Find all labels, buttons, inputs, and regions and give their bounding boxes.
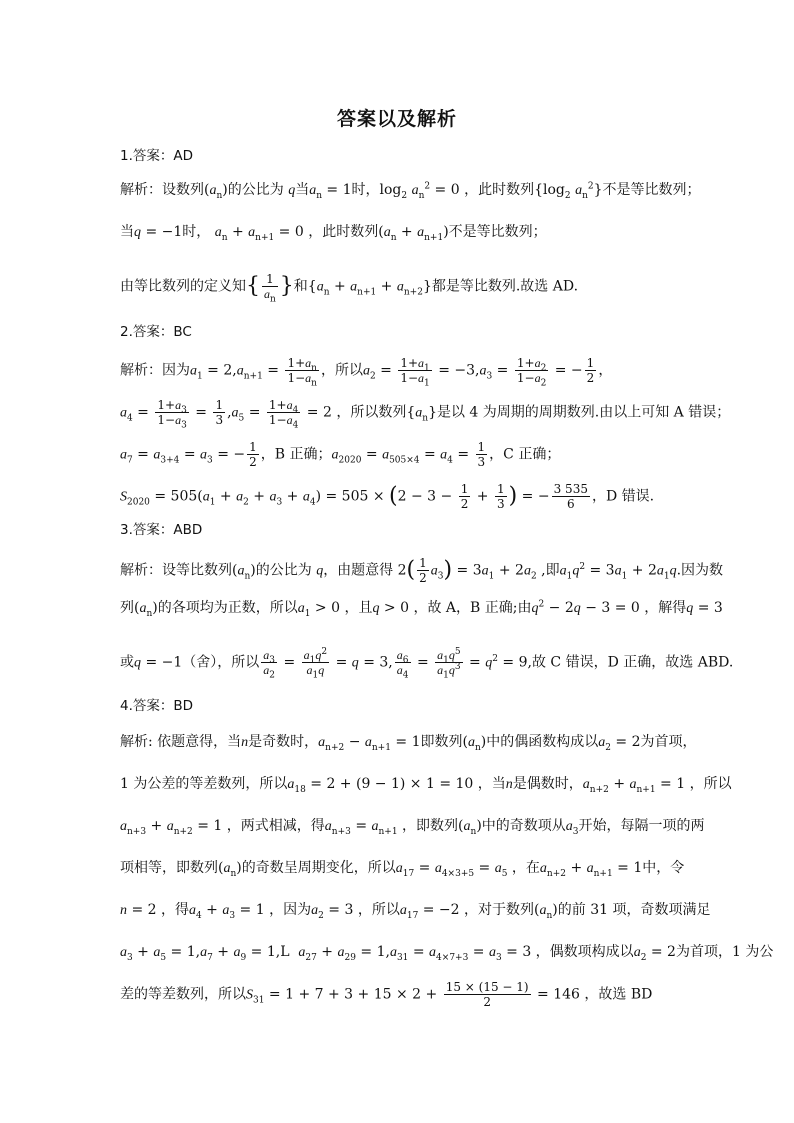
analysis-1-line-3: 由等比数列的定义知{ $\frac{1}{a_n}$ }和$\{a_n + a_{n+1} + a_{n+2}\}$都是等比数列.故选 AD.	[120, 272, 579, 305]
answer-2: 2.答案：BC	[120, 324, 192, 340]
answer-4: 4.答案：BD	[120, 698, 194, 714]
analysis-4-line-4: 项相等，即数列$(a_n)$的奇数呈周期变化，所以$a_{17} = a_{4\times 3+5} = a_5$ ，在$a_{n+2} + a_{n+1} = 1$中，令	[120, 860, 685, 879]
analysis-2-line-1: 解析：因为$a_1 = 2,a_{n+1}$ = $\frac{1+a_n}{1-a_n}$ ，所以$a_2$ = $\frac{1+a_1}{1-a_1}$ = $-3,a_3$ = $\frac{1+a_2}{1-a_2}$ = − $\frac{1}{2}$ ，	[120, 356, 613, 389]
analysis-1-line-2: 当q = −1时， $a_n + a_{n+1} = 0$ ，此时数列$(a_n + a_{n+1})$不是等比数列；	[120, 224, 547, 243]
analysis-2-line-3: $a_7 = a_{3+4} = a_3$ = − $\frac{1}{2}$ ，B 正确；$a_{2020} = a_{505\times 4} = a_4$ = $\frac{1}{3}$ ，C 正确；	[120, 440, 561, 469]
analysis-3-line-2: 列$(a_n)$的各项均为正数，所以$a_1 > 0$ ，且q > 0 ，故 A，B 正确;由$q^2 - 2q - 3 = 0$ ，解得q = 3	[120, 599, 723, 619]
analysis-1-line-1: 解析：设数列$(a_n)$的公比为 q当$a_n = 1$时，$\log_2 a_n^2 = 0$ ，此时数列{$\log_2$ $a_n^2$}不是等比数列；	[120, 181, 701, 201]
analysis-4-line-3: $a_{n+3} + a_{n+2} = 1$ ，两式相减，得$a_{n+3} = a_{n+1}$ ，即数列$(a_n)$中的奇数项从$a_3$开始，每隔一项的两	[120, 818, 705, 837]
analysis-3-line-3: 或q = −1（舍），所以 $\frac{a_3}{a_2}$ = $\frac{a_1q^2}{a_1q}$ = q = 3, $\frac{a_6}{a_4}$ = $\frac{a_1q^5}{a_1q^3}$ = $q^2 = 9$,故 C 错误，D 正确，故选 ABD.	[120, 647, 734, 681]
analysis-3-line-1: 解析：设等比数列$(a_n)$的公比为 q，由题意得 2( $\frac{1}{2}$ $a_3) = 3a_1 + 2a_2$ ,即$a_1q^2 = 3a_1 + 2a_1q$.因为数	[120, 556, 724, 585]
analysis-4-line-1: 解析: 依题意得，当n是奇数时，$a_{n+2} - a_{n+1} = 1$即数列$(a_n)$中的偶函数构成以$a_2 = 2$为首项，	[120, 734, 697, 753]
page-title: 答案以及解析	[336, 108, 457, 130]
analysis-4-line-7: 差的等差数列，所以$S_{31} = 1 + 7 + 3 + 15 \times 2$ + $\frac{15 \times (15 - 1)}{2}$ = 146 ，故选 BD	[120, 980, 653, 1009]
answer-1: 1.答案：AD	[120, 148, 194, 164]
analysis-2-line-4: $S_{2020} = 505(a_1 + a_2 + a_3 + a_4) = 505 \times (2 - 3$ − $\frac{1}{2}$ + $\frac{1}{3}$ ) = − $\frac{3 535}{6}$ ，D 错误.	[120, 482, 655, 511]
analysis-4-line-5: n = 2 ，得$a_4 + a_3 = 1$ ，因为$a_2 = 3$ ，所以$a_{17} = -2$ ，对于数列$(a_n)$的前 31 项，奇数项满足	[120, 902, 711, 921]
analysis-2-line-2: $a_4$ = $\frac{1+a_3}{1-a_3}$ = $\frac{1}{3}$ $,a_5$ = $\frac{1+a_4}{1-a_4}$ = 2 ，所以数列$\{a_n\}$是以 4 为周期的周期数列.由以上可知 A 错误；	[120, 398, 731, 431]
analysis-4-line-2: 1 为公差的等差数列，所以$a_{18} = 2 + (9 - 1) \times 1 = 10$ ，当n是偶数时，$a_{n+2} + a_{n+1} = 1$ ，所以	[120, 776, 732, 795]
answer-3: 3.答案：ABD	[120, 522, 203, 538]
analysis-4-line-6: $a_3 + a_5 = 1,a_7 + a_9 = 1,L$ $a_{27} + a_{29} = 1,a_{31} = a_{4\times 7+3} = a_3 = 3$ ，偶数项构成以$a_2 = 2$为首项，1 为公	[120, 944, 774, 963]
